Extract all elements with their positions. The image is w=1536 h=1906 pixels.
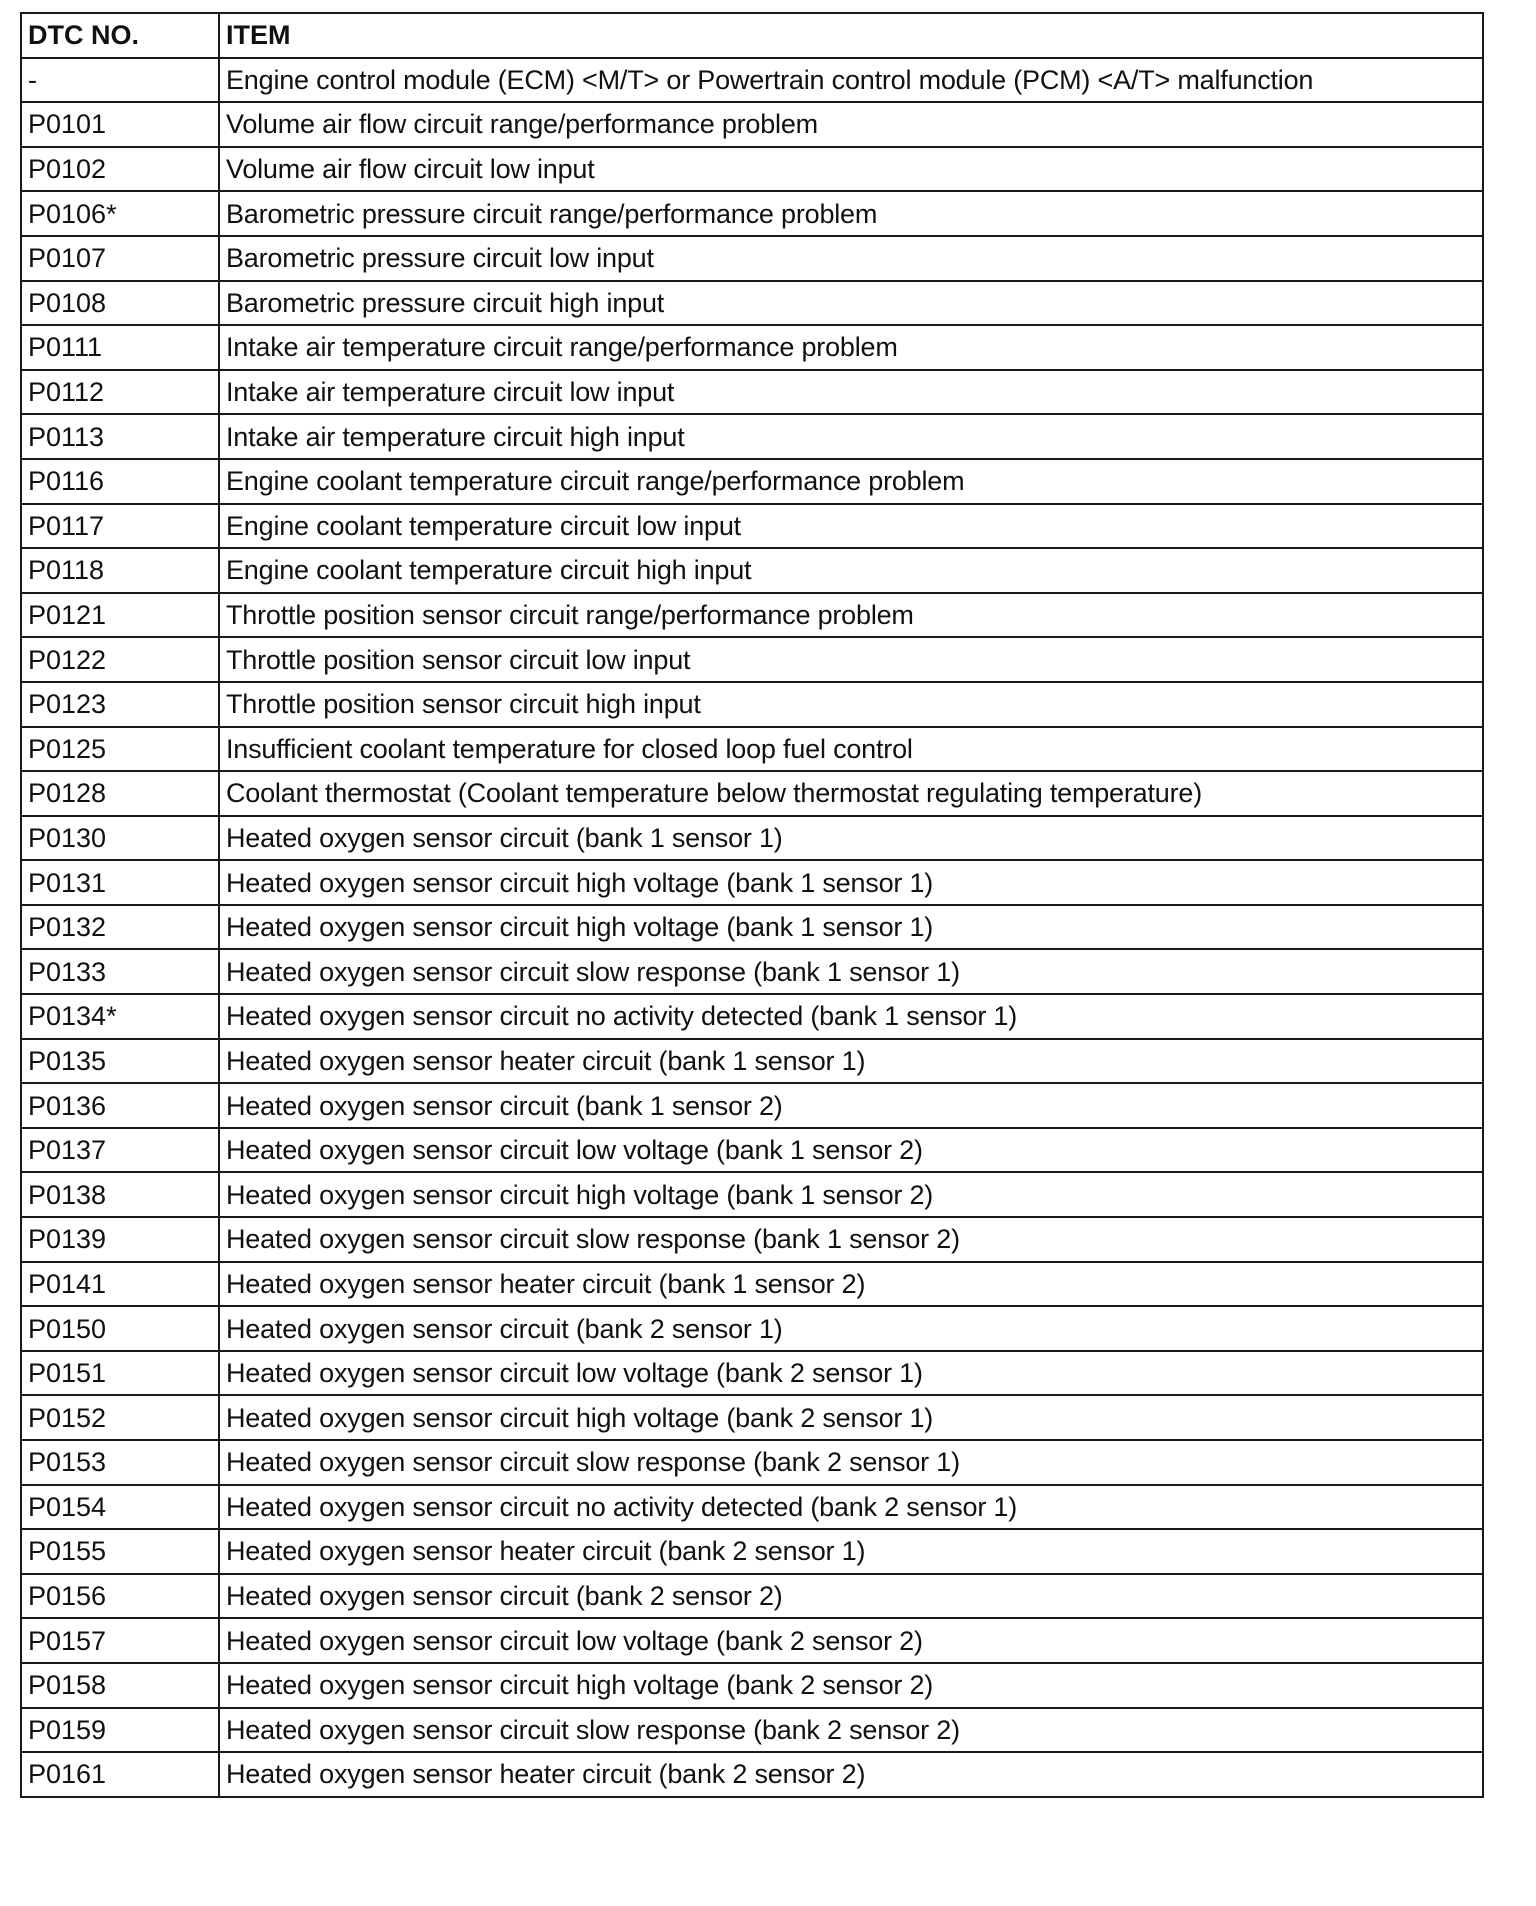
table-row <box>21 1217 1483 1262</box>
header-item: ITEM <box>219 13 1483 58</box>
dtc-code-cell: P0156 <box>21 1574 219 1619</box>
table-row <box>21 504 1483 549</box>
dtc-item-cell: Heated oxygen sensor circuit (bank 1 sensor 2) <box>219 1083 1483 1128</box>
table-row <box>21 147 1483 192</box>
dtc-code-cell: P0133 <box>21 949 219 994</box>
dtc-item-cell: Heated oxygen sensor circuit (bank 1 sensor 1) <box>219 816 1483 861</box>
dtc-item-cell: Heated oxygen sensor circuit no activity detected (bank 1 sensor 1) <box>219 994 1483 1039</box>
dtc-item-cell: Heated oxygen sensor circuit low voltage (bank 2 sensor 1) <box>219 1351 1483 1396</box>
dtc-code-cell: P0157 <box>21 1618 219 1663</box>
dtc-code-cell: P0128 <box>21 771 219 816</box>
dtc-item-cell: Heated oxygen sensor circuit high voltage (bank 1 sensor 1) <box>219 905 1483 950</box>
table-row <box>21 1663 1483 1708</box>
dtc-item-cell: Barometric pressure circuit range/performance problem <box>219 191 1483 236</box>
dtc-code-cell: P0139 <box>21 1217 219 1262</box>
table-row <box>21 414 1483 459</box>
dtc-code-cell: P0113 <box>21 414 219 459</box>
dtc-item-cell: Engine coolant temperature circuit range/performance problem <box>219 459 1483 504</box>
table-row <box>21 548 1483 593</box>
dtc-code-cell: P0111 <box>21 325 219 370</box>
dtc-code-cell: P0138 <box>21 1172 219 1217</box>
header-dtc-no: DTC NO. <box>21 13 219 58</box>
table-row <box>21 771 1483 816</box>
dtc-code-cell: P0132 <box>21 905 219 950</box>
table-row <box>21 860 1483 905</box>
dtc-item-cell: Engine coolant temperature circuit high input <box>219 548 1483 593</box>
table-row <box>21 1529 1483 1574</box>
table-row <box>21 905 1483 950</box>
table-row <box>21 325 1483 370</box>
table-row <box>21 1351 1483 1396</box>
dtc-code-cell: P0152 <box>21 1395 219 1440</box>
dtc-code-cell: P0154 <box>21 1485 219 1530</box>
dtc-code-cell: P0123 <box>21 682 219 727</box>
dtc-item-cell: Heated oxygen sensor circuit (bank 2 sensor 2) <box>219 1574 1483 1619</box>
table-body <box>21 58 1483 1797</box>
table-row <box>21 1752 1483 1797</box>
table-row <box>21 1039 1483 1084</box>
dtc-item-cell: Heated oxygen sensor circuit no activity detected (bank 2 sensor 1) <box>219 1485 1483 1530</box>
dtc-code-cell: P0158 <box>21 1663 219 1708</box>
dtc-code-cell: P0150 <box>21 1306 219 1351</box>
dtc-item-cell: Heated oxygen sensor circuit slow response (bank 1 sensor 1) <box>219 949 1483 994</box>
table-row <box>21 58 1483 103</box>
table-row <box>21 1708 1483 1753</box>
dtc-code-cell: P0117 <box>21 504 219 549</box>
table-row <box>21 1306 1483 1351</box>
dtc-item-cell: Heated oxygen sensor heater circuit (bank 2 sensor 2) <box>219 1752 1483 1797</box>
dtc-code-cell: P0159 <box>21 1708 219 1753</box>
table-row <box>21 593 1483 638</box>
table-header <box>21 13 1483 58</box>
dtc-table <box>20 12 1484 1798</box>
dtc-code-cell: P0108 <box>21 281 219 326</box>
dtc-code-cell: P0118 <box>21 548 219 593</box>
dtc-code-cell: P0102 <box>21 147 219 192</box>
dtc-item-cell: Engine control module (ECM) <M/T> or Powertrain control module (PCM) <A/T> malfunction <box>219 58 1483 103</box>
dtc-item-cell: Engine coolant temperature circuit low input <box>219 504 1483 549</box>
dtc-item-cell: Insufficient coolant temperature for closed loop fuel control <box>219 727 1483 772</box>
table-row <box>21 994 1483 1039</box>
table-row <box>21 1395 1483 1440</box>
dtc-item-cell: Intake air temperature circuit range/performance problem <box>219 325 1483 370</box>
dtc-item-cell: Volume air flow circuit range/performance problem <box>219 102 1483 147</box>
table-row <box>21 102 1483 147</box>
dtc-item-cell: Heated oxygen sensor circuit slow response (bank 1 sensor 2) <box>219 1217 1483 1262</box>
dtc-code-cell: P0107 <box>21 236 219 281</box>
dtc-code-cell: P0106* <box>21 191 219 236</box>
dtc-code-cell: P0136 <box>21 1083 219 1128</box>
dtc-item-cell: Throttle position sensor circuit high input <box>219 682 1483 727</box>
table-row <box>21 370 1483 415</box>
dtc-item-cell: Volume air flow circuit low input <box>219 147 1483 192</box>
dtc-item-cell: Heated oxygen sensor circuit (bank 2 sensor 1) <box>219 1306 1483 1351</box>
dtc-code-cell: - <box>21 58 219 103</box>
dtc-code-cell: P0122 <box>21 637 219 682</box>
dtc-code-cell: P0155 <box>21 1529 219 1574</box>
dtc-code-cell: P0125 <box>21 727 219 772</box>
dtc-item-cell: Heated oxygen sensor circuit high voltage (bank 2 sensor 1) <box>219 1395 1483 1440</box>
dtc-item-cell: Heated oxygen sensor circuit low voltage (bank 2 sensor 2) <box>219 1618 1483 1663</box>
dtc-code-cell: P0112 <box>21 370 219 415</box>
table-row <box>21 1574 1483 1619</box>
dtc-item-cell: Heated oxygen sensor circuit low voltage (bank 1 sensor 2) <box>219 1128 1483 1173</box>
dtc-item-cell: Coolant thermostat (Coolant temperature below thermostat regulating temperature) <box>219 771 1483 816</box>
dtc-item-cell: Throttle position sensor circuit range/performance problem <box>219 593 1483 638</box>
dtc-code-cell: P0121 <box>21 593 219 638</box>
dtc-code-cell: P0135 <box>21 1039 219 1084</box>
table-row <box>21 1440 1483 1485</box>
dtc-item-cell: Heated oxygen sensor circuit slow response (bank 2 sensor 1) <box>219 1440 1483 1485</box>
dtc-item-cell: Intake air temperature circuit low input <box>219 370 1483 415</box>
dtc-item-cell: Heated oxygen sensor circuit high voltage (bank 2 sensor 2) <box>219 1663 1483 1708</box>
dtc-code-cell: P0141 <box>21 1262 219 1307</box>
dtc-item-cell: Heated oxygen sensor circuit high voltage (bank 1 sensor 2) <box>219 1172 1483 1217</box>
dtc-code-cell: P0116 <box>21 459 219 504</box>
dtc-item-cell: Heated oxygen sensor heater circuit (bank 1 sensor 2) <box>219 1262 1483 1307</box>
dtc-code-cell: P0153 <box>21 1440 219 1485</box>
dtc-code-cell: P0137 <box>21 1128 219 1173</box>
dtc-code-cell: P0161 <box>21 1752 219 1797</box>
table-row <box>21 1262 1483 1307</box>
dtc-item-cell: Heated oxygen sensor heater circuit (bank 1 sensor 1) <box>219 1039 1483 1084</box>
table-row <box>21 281 1483 326</box>
table-row <box>21 816 1483 861</box>
table-row <box>21 1618 1483 1663</box>
dtc-item-cell: Heated oxygen sensor circuit slow response (bank 2 sensor 2) <box>219 1708 1483 1753</box>
table-row <box>21 637 1483 682</box>
dtc-item-cell: Barometric pressure circuit high input <box>219 281 1483 326</box>
dtc-code-cell: P0131 <box>21 860 219 905</box>
dtc-code-cell: P0130 <box>21 816 219 861</box>
table-row <box>21 682 1483 727</box>
table-row <box>21 1485 1483 1530</box>
table-row <box>21 236 1483 281</box>
table-row <box>21 459 1483 504</box>
dtc-code-cell: P0101 <box>21 102 219 147</box>
dtc-item-cell: Barometric pressure circuit low input <box>219 236 1483 281</box>
dtc-code-cell: P0134* <box>21 994 219 1039</box>
header-row <box>21 13 1483 58</box>
dtc-item-cell: Heated oxygen sensor heater circuit (bank 2 sensor 1) <box>219 1529 1483 1574</box>
table-row <box>21 1083 1483 1128</box>
table-row <box>21 1172 1483 1217</box>
dtc-item-cell: Heated oxygen sensor circuit high voltage (bank 1 sensor 1) <box>219 860 1483 905</box>
dtc-item-cell: Throttle position sensor circuit low input <box>219 637 1483 682</box>
table-row <box>21 1128 1483 1173</box>
dtc-item-cell: Intake air temperature circuit high input <box>219 414 1483 459</box>
table-row <box>21 727 1483 772</box>
table-row <box>21 949 1483 994</box>
dtc-code-cell: P0151 <box>21 1351 219 1396</box>
table-row <box>21 191 1483 236</box>
